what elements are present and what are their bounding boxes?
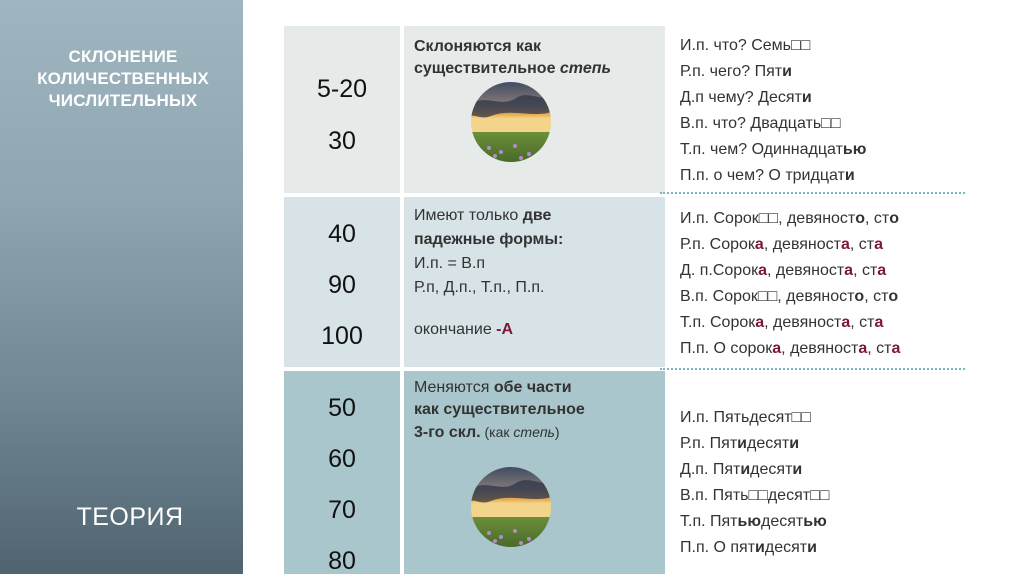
case-ending: а	[758, 262, 767, 279]
case-example	[680, 258, 900, 284]
case-ending: о	[889, 210, 900, 227]
description-fragment: )	[554, 424, 560, 440]
description-text	[414, 204, 563, 342]
examples-list-1	[680, 33, 866, 189]
examples-list-3	[680, 405, 829, 561]
case-text: десят	[750, 461, 793, 478]
number-label: 50	[328, 394, 356, 422]
title-line: КОЛИЧЕСТВЕННЫХ	[37, 69, 209, 88]
description-fragment: существительное	[414, 60, 560, 77]
case-ending: о	[888, 288, 899, 305]
case-ending: ью	[842, 141, 867, 158]
landscape-photo	[471, 467, 551, 547]
case-example	[680, 206, 900, 232]
description-fragment: окончание	[414, 321, 497, 338]
case-text: П.п. О сорок	[680, 340, 773, 357]
case-text: , ст	[853, 262, 878, 279]
description-fragment: (как	[480, 424, 514, 440]
case-text: Т.п. чем? Одиннадцат	[680, 141, 843, 158]
case-example	[680, 232, 900, 258]
case-ending: и	[737, 435, 747, 452]
number-label: 60	[328, 445, 356, 473]
case-ending: и	[782, 63, 792, 80]
case-text: , ст	[867, 340, 892, 357]
case-example	[680, 59, 866, 85]
case-text: И.п. Сорок□□, девяност	[680, 210, 856, 227]
case-example	[680, 85, 866, 111]
case-example	[680, 457, 829, 483]
number-label: 5-20	[316, 75, 368, 103]
numbers-cell-3	[284, 371, 400, 574]
case-example	[680, 509, 829, 535]
description-text	[414, 36, 611, 80]
case-ending: и	[807, 539, 817, 556]
description-line	[414, 377, 585, 399]
case-ending: ью	[737, 513, 761, 530]
ending-highlight: -А	[496, 321, 514, 338]
number-label: 30	[328, 127, 356, 155]
case-example	[680, 336, 900, 362]
case-text: десят	[761, 513, 804, 530]
case-text: Р.п. чего? Пят	[680, 63, 783, 80]
case-ending: и	[755, 539, 765, 556]
description-text	[414, 377, 585, 444]
case-text: И.п. что? Семь□□	[680, 37, 811, 54]
number-label: 40	[328, 220, 356, 248]
description-fragment: Меняются	[414, 379, 494, 396]
case-text: , ст	[850, 314, 875, 331]
description-line: Склоняются как	[414, 38, 541, 55]
description-fragment: две	[522, 207, 552, 224]
description-line	[414, 58, 611, 80]
description-line: И.п. = В.п	[414, 255, 486, 272]
description-fragment: степь	[559, 60, 611, 77]
case-text: Д. п.Сорок	[680, 262, 759, 279]
description-cell-2	[404, 197, 665, 367]
title-line: ЧИСЛИТЕЛЬНЫХ	[48, 91, 198, 110]
case-ending: о	[854, 288, 865, 305]
case-example	[680, 405, 829, 431]
case-text: , ст	[864, 288, 889, 305]
description-fragment: 3-го скл.	[414, 424, 481, 441]
case-ending: а	[874, 314, 884, 331]
description-line: падежные формы:	[414, 231, 564, 248]
case-ending: и	[792, 461, 803, 478]
description-line	[414, 204, 563, 228]
description-line: Р.п, Д.п., Т.п., П.п.	[414, 279, 545, 296]
case-example	[680, 535, 829, 561]
case-ending: а	[754, 236, 764, 253]
section-label: ТЕОРИЯ	[76, 503, 184, 531]
landscape-photo	[471, 82, 551, 162]
case-ending: а	[772, 340, 782, 357]
description-line	[414, 421, 585, 444]
case-ending: а	[891, 340, 901, 357]
description-cell-3	[404, 371, 665, 574]
number-label: 100	[321, 322, 363, 350]
case-ending: а	[877, 262, 887, 279]
case-example	[680, 483, 829, 509]
numbers-cell-2	[284, 197, 400, 367]
page-title	[18, 46, 228, 112]
case-text: , девяност	[763, 236, 841, 253]
case-example	[680, 310, 900, 336]
case-example	[680, 163, 866, 189]
case-ending: и	[740, 461, 751, 478]
case-ending: а	[874, 236, 884, 253]
sidebar-panel	[0, 0, 243, 574]
description-fragment: Имеют только	[414, 207, 523, 224]
examples-list-2	[680, 206, 900, 362]
description-cell-1	[404, 26, 665, 193]
case-text: десят	[746, 435, 790, 452]
case-ending: и	[789, 435, 800, 452]
case-text: Д.п. Пят	[680, 461, 741, 478]
description-line	[414, 318, 563, 342]
case-text: В.п. Пять□□десят□□	[680, 487, 830, 504]
case-example	[680, 137, 866, 163]
number-label: 70	[328, 496, 356, 524]
numbers-cell-1	[284, 26, 400, 193]
case-ending: а	[755, 314, 765, 331]
case-ending: а	[841, 314, 851, 331]
case-example	[680, 431, 829, 457]
case-ending: ью	[803, 513, 827, 530]
title-line: СКЛОНЕНИЕ	[68, 47, 178, 66]
case-example	[680, 284, 900, 310]
case-example	[680, 111, 866, 137]
case-text: , девяност	[764, 314, 842, 331]
case-ending: а	[844, 262, 854, 279]
case-ending: а	[840, 236, 850, 253]
case-text: Р.п. Сорок	[680, 236, 755, 253]
dotted-divider	[660, 368, 965, 370]
case-text: , ст	[849, 236, 875, 253]
case-text: П.п. О пят	[680, 539, 756, 556]
case-text: десят	[764, 539, 808, 556]
case-text: Д.п чему? Десят	[680, 89, 802, 106]
case-text: Т.п. Пят	[680, 513, 738, 530]
dotted-divider	[660, 192, 965, 194]
case-ending: о	[855, 210, 866, 227]
case-text: , девяност	[767, 262, 845, 279]
description-line: как существительное	[414, 401, 585, 418]
case-text: П.п. о чем? О тридцат	[680, 167, 845, 184]
case-text: Р.п. Пят	[680, 435, 738, 452]
description-fragment: степь	[513, 424, 555, 440]
case-ending: и	[801, 89, 812, 106]
case-ending: а	[858, 340, 868, 357]
number-label: 80	[328, 547, 356, 575]
case-example	[680, 33, 866, 59]
description-fragment: обе части	[493, 379, 572, 396]
case-text: Т.п. Сорок	[680, 314, 756, 331]
case-text: , ст	[865, 210, 890, 227]
case-text: В.п. что? Двадцать□□	[680, 115, 841, 132]
case-ending: и	[844, 167, 855, 184]
number-label: 90	[328, 271, 356, 299]
case-text: , девяност	[781, 340, 859, 357]
case-text: В.п. Сорок□□, девяност	[680, 288, 855, 305]
case-text: И.п. Пятьдесят□□	[680, 409, 811, 426]
